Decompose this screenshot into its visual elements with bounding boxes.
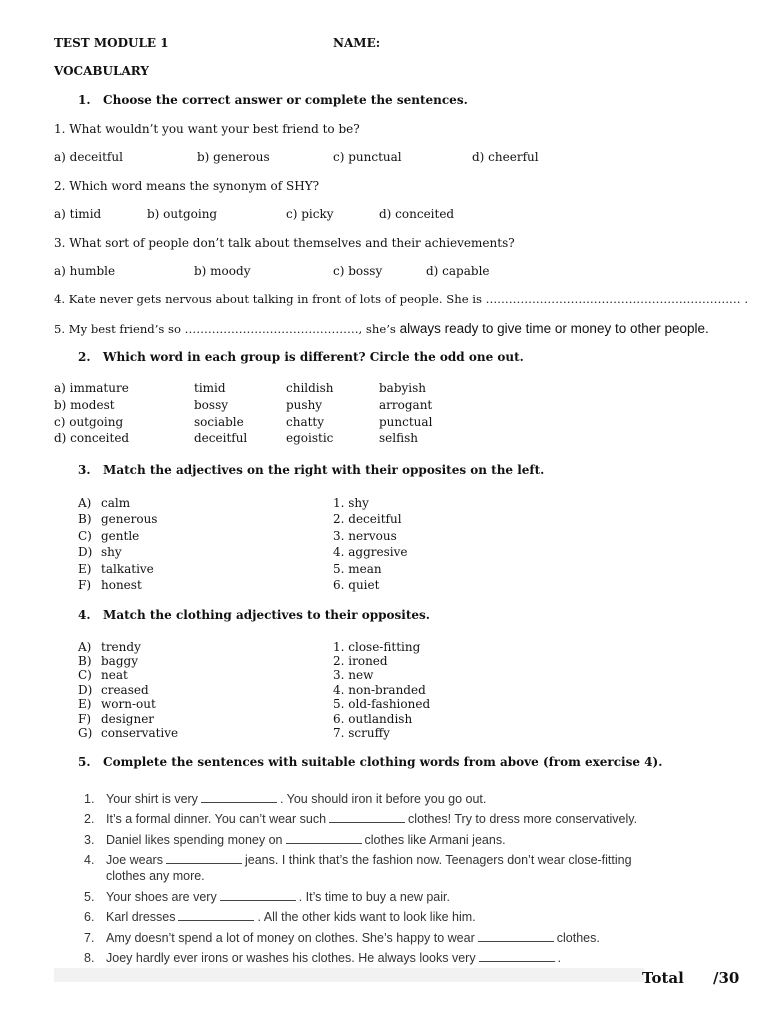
ex5-item-5-number: 5. (84, 890, 95, 904)
ex4-word-f: designer (101, 712, 155, 726)
ex5-item-8 (84, 951, 561, 965)
ex3-word-a: calm (101, 496, 131, 510)
ex5-item-6-number: 6. (84, 910, 95, 924)
ex4-letter-b: B) (78, 654, 92, 668)
ex3-letter-f: F) (78, 578, 92, 592)
ex4-match-5: 5. old-fashioned (333, 697, 431, 711)
ex5-item-6 (84, 910, 476, 924)
ex4-match-6: 6. outlandish (333, 712, 413, 726)
ex5-item-4-text-a: Joe wears (106, 853, 163, 867)
ex5-item-5-text-a: Your shoes are very (106, 890, 217, 904)
ex4-word-c: neat (101, 668, 128, 682)
name-label: NAME: (333, 36, 381, 50)
q1-option-d: d) cheerful (472, 150, 539, 164)
exercise-3-heading: 3. Match the adjectives on the right with their opposites on the left. (78, 463, 545, 477)
ex5-item-2-text-a: It’s a formal dinner. You can’t wear such (106, 812, 327, 826)
exercise-4-heading: 4. Match the clothing adjectives to their opposites. (78, 608, 430, 622)
group-b-item-2: bossy (194, 398, 229, 412)
ex5-item-8-number: 8. (84, 951, 95, 965)
ex5-item-7 (84, 931, 600, 945)
ex5-item-4-continuation: clothes any more. (106, 869, 205, 883)
ex4-letter-e: E) (78, 697, 92, 711)
ex3-match-3: 3. nervous (333, 529, 397, 543)
section-title: VOCABULARY (54, 64, 149, 78)
ex4-word-d: creased (101, 683, 149, 697)
q1-option-a: a) deceitful (54, 150, 123, 164)
ex5-item-5-text-b: . It’s time to buy a new pair. (298, 890, 450, 904)
group-a-item-1: a) immature (54, 381, 129, 395)
ex4-word-b: baggy (101, 654, 138, 668)
ex5-item-1-blank[interactable] (201, 792, 277, 803)
q1-option-b: b) generous (197, 150, 270, 164)
ex4-word-g: conservative (101, 726, 179, 740)
question-4: 4. Kate never gets nervous about talking in front of lots of people. She is ………………………………………………………… . (54, 292, 749, 306)
ex5-item-5-blank[interactable] (220, 890, 296, 901)
ex4-letter-d: D) (78, 683, 93, 697)
ex3-word-b: generous (101, 512, 158, 526)
ex5-item-3-number: 3. (84, 833, 95, 847)
ex3-letter-e: E) (78, 562, 92, 576)
ex4-match-1: 1. close-fitting (333, 640, 421, 654)
ex5-item-6-text-b: . All the other kids want to look like him. (257, 910, 476, 924)
ex5-item-7-blank[interactable] (478, 931, 554, 942)
scan-shading (54, 968, 644, 982)
ex5-item-6-text-a: Karl dresses (106, 910, 176, 924)
ex5-item-1-text-b: . You should iron it before you go out. (279, 792, 487, 806)
ex3-match-4: 4. aggresive (333, 545, 408, 559)
q2-option-a: a) timid (54, 207, 102, 221)
ex5-item-3-text-a: Daniel likes spending money on (106, 833, 283, 847)
q3-option-c: c) bossy (333, 264, 383, 278)
q2-option-d: d) conceited (379, 207, 455, 221)
group-b-item-3: pushy (286, 398, 323, 412)
ex4-match-2: 2. ironed (333, 654, 388, 668)
question-2: 2. Which word means the synonym of SHY? (54, 179, 320, 193)
group-d-item-4: selfish (379, 431, 418, 445)
test-title: TEST MODULE 1 (54, 36, 169, 50)
ex4-letter-a: A) (78, 640, 92, 654)
q3-option-a: a) humble (54, 264, 116, 278)
ex5-item-4-blank[interactable] (166, 853, 242, 864)
ex3-letter-b: B) (78, 512, 92, 526)
ex5-item-7-number: 7. (84, 931, 95, 945)
ex5-item-1-number: 1. (84, 792, 95, 806)
question-1: 1. What wouldn’t you want your best friend to be? (54, 122, 360, 136)
ex4-letter-c: C) (78, 668, 92, 682)
ex3-word-d: shy (101, 545, 122, 559)
group-b-item-4: arrogant (379, 398, 433, 412)
ex4-word-e: worn-out (101, 697, 156, 711)
ex5-item-2-text-b: clothes! Try to dress more conservatively. (408, 812, 638, 826)
group-c-item-4: punctual (379, 415, 433, 429)
ex3-match-1: 1. shy (333, 496, 369, 510)
question-5-end: always ready to give time or money to other people. (395, 321, 709, 336)
ex4-letter-g: G) (78, 726, 93, 740)
ex5-item-8-blank[interactable] (479, 951, 555, 962)
ex4-word-a: trendy (101, 640, 141, 654)
question-5 (54, 321, 709, 336)
exercise-5-heading: 5. Complete the sentences with suitable clothing words from above (from exercise 4). (78, 755, 663, 769)
group-d-item-1: d) conceited (54, 431, 130, 445)
group-a-item-4: babyish (379, 381, 427, 395)
group-a-item-2: timid (194, 381, 226, 395)
question-3: 3. What sort of people don’t talk about themselves and their achievements? (54, 236, 515, 250)
ex3-letter-c: C) (78, 529, 92, 543)
group-d-item-3: egoistic (286, 431, 334, 445)
ex3-word-e: talkative (101, 562, 154, 576)
ex5-item-3-blank[interactable] (286, 833, 362, 844)
exercise-1-heading: 1. Choose the correct answer or complete the sentences. (78, 93, 468, 107)
ex5-item-2-number: 2. (84, 812, 95, 826)
ex3-letter-a: A) (78, 496, 92, 510)
q3-option-b: b) moody (194, 264, 251, 278)
ex5-item-2 (84, 812, 637, 826)
group-c-item-3: chatty (286, 415, 325, 429)
ex3-word-c: gentle (101, 529, 140, 543)
ex5-item-1-text-a: Your shirt is very (106, 792, 198, 806)
ex5-item-8-text-a: Joey hardly ever irons or washes his clothes. He always looks very (106, 951, 476, 965)
ex5-item-2-blank[interactable] (329, 812, 405, 823)
ex4-match-4: 4. non-branded (333, 683, 426, 697)
group-c-item-1: c) outgoing (54, 415, 124, 429)
ex3-match-6: 6. quiet (333, 578, 380, 592)
group-d-item-2: deceitful (194, 431, 248, 445)
ex5-item-3-text-b: clothes like Armani jeans. (364, 833, 506, 847)
ex3-match-2: 2. deceitful (333, 512, 402, 526)
ex4-match-7: 7. scruffy (333, 726, 390, 740)
ex5-item-7-text-b: clothes. (556, 931, 600, 945)
q1-option-c: c) punctual (333, 150, 402, 164)
ex5-item-4-text-b: jeans. I think that’s the fashion now. Teenagers don’t wear close-fitting (244, 853, 632, 867)
ex5-item-4-number: 4. (84, 853, 95, 867)
ex5-item-3 (84, 833, 506, 847)
group-c-item-2: sociable (194, 415, 244, 429)
question-5-start: 5. My best friend’s so ………………………………………, she’s (54, 322, 396, 336)
q3-option-d: d) capable (426, 264, 490, 278)
q2-option-b: b) outgoing (147, 207, 218, 221)
total-label: Total (642, 969, 684, 987)
ex5-item-8-text-b: . (557, 951, 562, 965)
q2-option-c: c) picky (286, 207, 334, 221)
ex5-item-4 (84, 853, 632, 867)
ex5-item-6-blank[interactable] (178, 910, 254, 921)
ex3-match-5: 5. mean (333, 562, 382, 576)
ex5-item-1 (84, 792, 486, 806)
total-score: /30 (713, 969, 740, 987)
ex5-item-7-text-a: Amy doesn’t spend a lot of money on clothes. She’s happy to wear (106, 931, 475, 945)
ex3-word-f: honest (101, 578, 142, 592)
ex4-letter-f: F) (78, 712, 92, 726)
group-a-item-3: childish (286, 381, 334, 395)
ex3-letter-d: D) (78, 545, 93, 559)
ex5-item-5 (84, 890, 450, 904)
ex4-match-3: 3. new (333, 668, 374, 682)
group-b-item-1: b) modest (54, 398, 115, 412)
exercise-2-heading: 2. Which word in each group is different? Circle the odd one out. (78, 350, 524, 364)
